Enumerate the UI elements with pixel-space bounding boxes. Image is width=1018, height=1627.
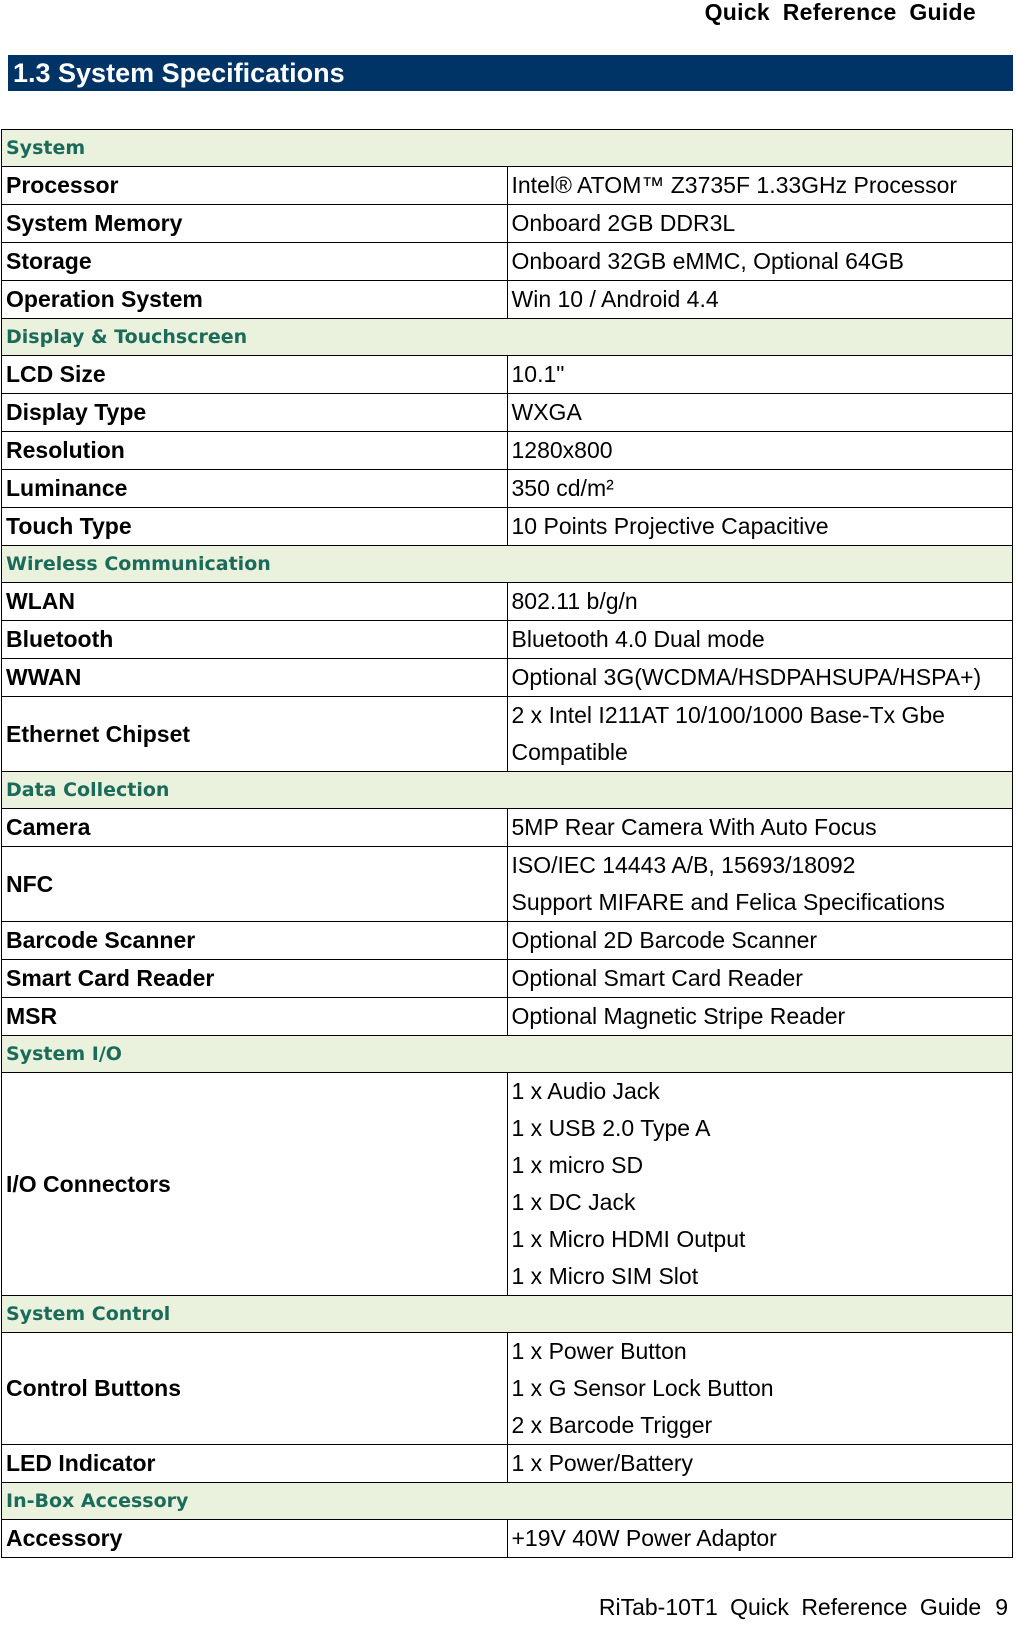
spec-row <box>2 922 1013 960</box>
spec-value-line: Optional Magnetic Stripe Reader <box>511 1003 846 1029</box>
spec-value <box>507 470 1013 508</box>
spec-value-line: 1 x Micro HDMI Output <box>511 1226 746 1252</box>
spec-label: Smart Card Reader <box>2 960 508 998</box>
spec-row <box>2 356 1013 394</box>
spec-table <box>1 129 1013 1558</box>
spec-value-line: 1 x USB 2.0 Type A <box>511 1115 711 1141</box>
spec-row <box>2 697 1013 772</box>
category-row <box>2 772 1013 809</box>
spec-value-line: Support MIFARE and Felica Specifications <box>511 889 945 915</box>
spec-value-line: WXGA <box>511 399 582 425</box>
spec-value-line: 2 x Barcode Trigger <box>511 1412 713 1438</box>
spec-label: Bluetooth <box>2 621 508 659</box>
spec-value <box>507 281 1013 319</box>
category-row <box>2 1483 1013 1520</box>
spec-value-line: 10.1" <box>511 361 565 387</box>
spec-row <box>2 1073 1013 1296</box>
spec-row <box>2 1520 1013 1558</box>
spec-value-line: Onboard 2GB DDR3L <box>511 210 736 236</box>
spec-label: Ethernet Chipset <box>2 697 508 772</box>
spec-value <box>507 1445 1013 1483</box>
spec-value-line: 2 x Intel I211AT 10/100/1000 Base-Tx Gbe Compatible <box>511 702 945 765</box>
spec-label: I/O Connectors <box>2 1073 508 1296</box>
page-footer <box>599 1594 1008 1621</box>
spec-label: Processor <box>2 167 508 205</box>
spec-value-line: ISO/IEC 14443 A/B, 15693/18092 <box>511 852 856 878</box>
category-label: In-Box Accessory <box>2 1483 1013 1520</box>
spec-label: WLAN <box>2 583 508 621</box>
spec-value <box>507 922 1013 960</box>
spec-label: Operation System <box>2 281 508 319</box>
spec-label: Accessory <box>2 1520 508 1558</box>
footer-doc-title: RiTab-10T1 Quick Reference Guide <box>598 1594 982 1620</box>
spec-value <box>507 659 1013 697</box>
spec-row <box>2 167 1013 205</box>
spec-row <box>2 243 1013 281</box>
spec-value-line: 1 x DC Jack <box>511 1189 636 1215</box>
spec-label: Display Type <box>2 394 508 432</box>
spec-label: System Memory <box>2 205 508 243</box>
header-title: Quick Reference Guide <box>704 0 976 25</box>
category-row <box>2 1036 1013 1073</box>
spec-row <box>2 621 1013 659</box>
spec-row <box>2 998 1013 1036</box>
spec-label: Storage <box>2 243 508 281</box>
spec-value <box>507 583 1013 621</box>
spec-row <box>2 394 1013 432</box>
spec-row <box>2 960 1013 998</box>
spec-value-line: 1 x Power Button <box>511 1338 687 1364</box>
category-row <box>2 546 1013 583</box>
spec-value-line: +19V 40W Power Adaptor <box>511 1525 777 1551</box>
category-label: Display & Touchscreen <box>2 319 1013 356</box>
page-number: 9 <box>995 1594 1008 1620</box>
spec-label: WWAN <box>2 659 508 697</box>
spec-value <box>507 394 1013 432</box>
section-title: 1.3 System Specifications <box>8 55 1013 91</box>
spec-label: Barcode Scanner <box>2 922 508 960</box>
spec-value-line: Optional 2D Barcode Scanner <box>511 927 818 953</box>
spec-value-line: Onboard 32GB eMMC, Optional 64GB <box>511 248 904 274</box>
spec-label: MSR <box>2 998 508 1036</box>
category-row <box>2 319 1013 356</box>
spec-label: Resolution <box>2 432 508 470</box>
spec-value-line: 802.11 b/g/n <box>511 588 638 614</box>
spec-value <box>507 205 1013 243</box>
spec-row <box>2 508 1013 546</box>
spec-value <box>507 809 1013 847</box>
spec-label: Camera <box>2 809 508 847</box>
spec-label: LCD Size <box>2 356 508 394</box>
category-row <box>2 1296 1013 1333</box>
spec-row <box>2 470 1013 508</box>
spec-row <box>2 659 1013 697</box>
spec-label: Control Buttons <box>2 1333 508 1445</box>
spec-value <box>507 508 1013 546</box>
spec-value-line: 1 x Power/Battery <box>511 1450 694 1476</box>
spec-value <box>507 1520 1013 1558</box>
spec-value-line: Bluetooth 4.0 Dual mode <box>511 626 765 652</box>
spec-value-line: Intel® ATOM™ Z3735F 1.33GHz Processor <box>511 172 958 198</box>
category-label: System I/O <box>2 1036 1013 1073</box>
spec-value <box>507 1333 1013 1445</box>
spec-value <box>507 167 1013 205</box>
spec-label: NFC <box>2 847 508 922</box>
spec-label: Luminance <box>2 470 508 508</box>
spec-value <box>507 621 1013 659</box>
spec-row <box>2 205 1013 243</box>
spec-value <box>507 998 1013 1036</box>
spec-value-line: 10 Points Projective Capacitive <box>511 513 829 539</box>
spec-label: Touch Type <box>2 508 508 546</box>
spec-row <box>2 583 1013 621</box>
spec-value <box>507 1073 1013 1296</box>
spec-value-line: 1 x Audio Jack <box>511 1078 660 1104</box>
category-row <box>2 130 1013 167</box>
spec-value <box>507 243 1013 281</box>
spec-value-line: 5MP Rear Camera With Auto Focus <box>511 814 877 840</box>
spec-value <box>507 356 1013 394</box>
spec-value-line: 350 cd/m² <box>511 475 614 501</box>
spec-label: LED Indicator <box>2 1445 508 1483</box>
spec-row <box>2 1445 1013 1483</box>
category-label: System <box>2 130 1013 167</box>
spec-value <box>507 697 1013 772</box>
spec-value <box>507 847 1013 922</box>
category-label: Data Collection <box>2 772 1013 809</box>
spec-value-line: 1280x800 <box>511 437 613 463</box>
category-label: System Control <box>2 1296 1013 1333</box>
spec-value-line: Win 10 / Android 4.4 <box>511 286 719 312</box>
spec-table-body <box>2 130 1013 1558</box>
spec-value-line: 1 x micro SD <box>511 1152 644 1178</box>
spec-row <box>2 281 1013 319</box>
spec-row <box>2 809 1013 847</box>
spec-value <box>507 432 1013 470</box>
spec-value-line: 1 x Micro SIM Slot <box>511 1263 699 1289</box>
spec-row <box>2 432 1013 470</box>
spec-value-line: Optional 3G(WCDMA/HSDPAHSUPA/HSPA+) <box>511 664 982 690</box>
spec-value <box>507 960 1013 998</box>
spec-value-line: 1 x G Sensor Lock Button <box>511 1375 774 1401</box>
spec-value-line: Optional Smart Card Reader <box>511 965 803 991</box>
spec-row <box>2 1333 1013 1445</box>
category-label: Wireless Communication <box>2 546 1013 583</box>
spec-row <box>2 847 1013 922</box>
